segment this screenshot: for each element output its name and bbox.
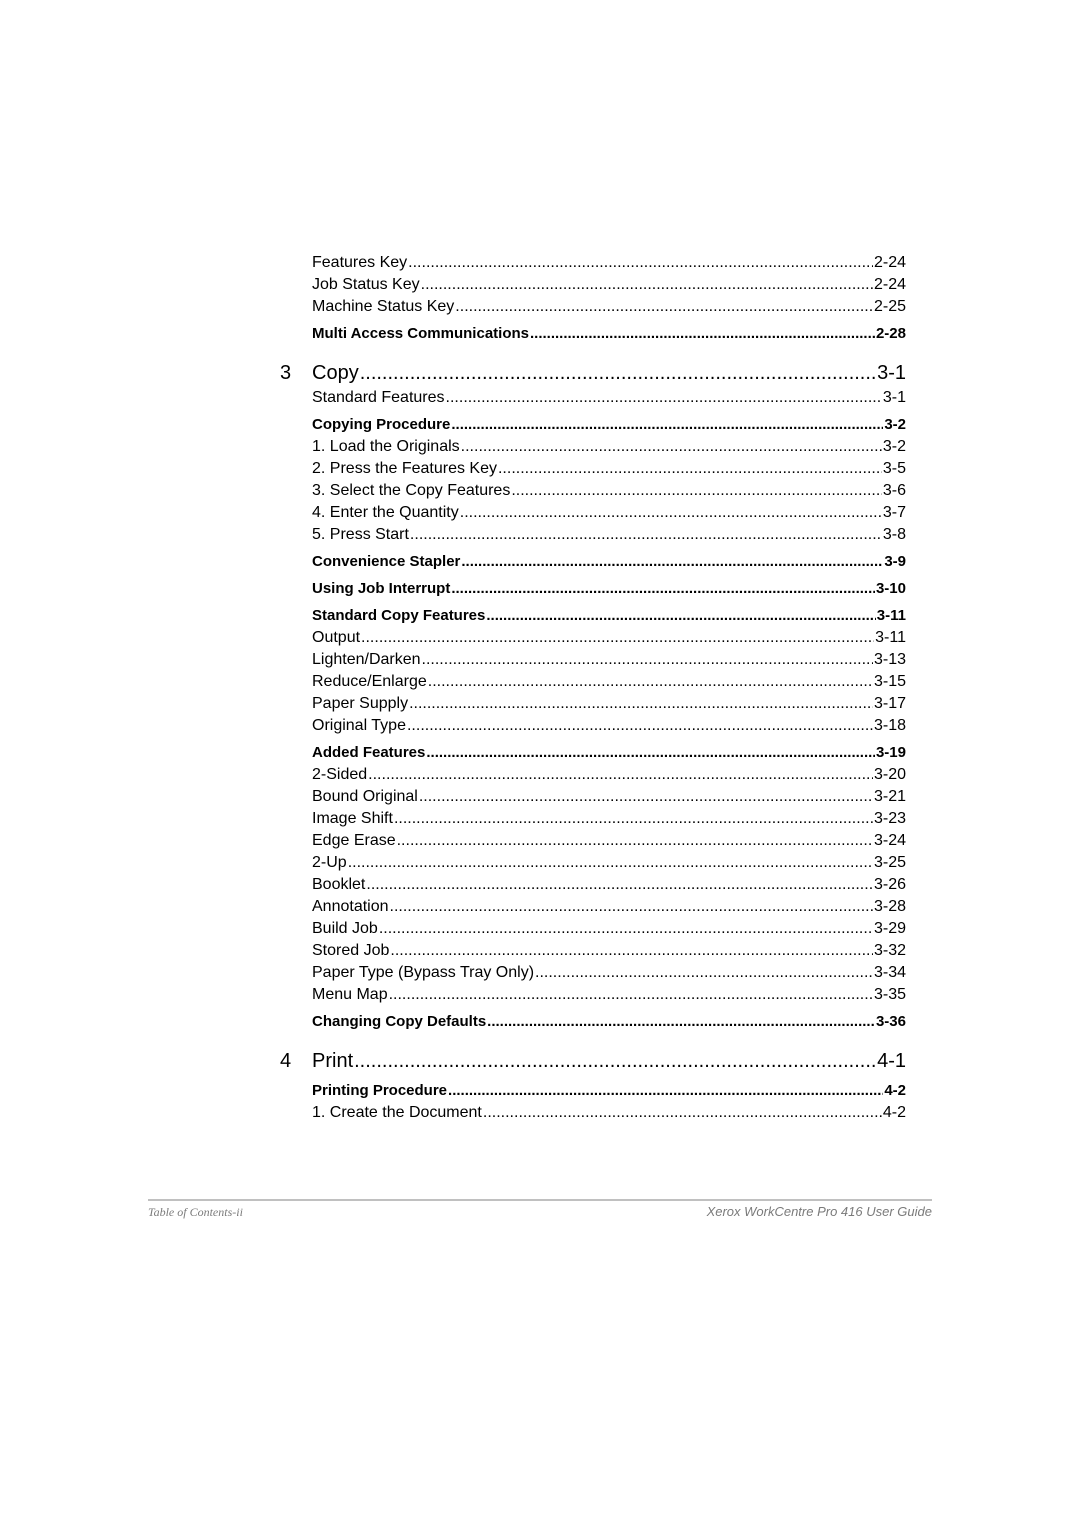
dot-leader — [426, 742, 875, 764]
toc-entry-title: Original Type — [312, 717, 406, 734]
toc-entry-page-number: 3-35 — [873, 986, 906, 1003]
toc-entry-page-number: 3-34 — [873, 964, 906, 981]
toc-entry-page-number: 3-32 — [873, 942, 906, 959]
toc-entry-title: Edge Erase — [312, 832, 396, 849]
dot-leader — [368, 764, 873, 786]
toc-entry-title: Copy — [312, 362, 359, 384]
toc-item-row[interactable] — [280, 1102, 906, 1124]
toc-item-row[interactable] — [280, 296, 906, 318]
dot-leader — [360, 359, 876, 387]
toc-section-row[interactable] — [280, 551, 906, 573]
toc-entry-title: Annotation — [312, 898, 389, 915]
toc-entry-page-number: 3-23 — [873, 810, 906, 827]
toc-entry-page-number: 3-13 — [873, 651, 906, 668]
toc-item-row[interactable] — [280, 436, 906, 458]
toc-item-row[interactable] — [280, 649, 906, 671]
toc-chapter-row[interactable] — [280, 359, 906, 387]
toc-entry-title: Convenience Stapler — [312, 553, 461, 570]
toc-entry-title: 2. Press the Features Key — [312, 460, 497, 477]
toc-entry-page-number: 3-7 — [882, 504, 906, 521]
toc-item-row[interactable] — [280, 896, 906, 918]
dot-leader — [422, 649, 873, 671]
toc-entry-page-number: 3-19 — [875, 744, 906, 761]
toc-entry-page-number: 3-11 — [875, 629, 906, 646]
toc-entry-page-number: 3-24 — [873, 832, 906, 849]
dot-leader — [460, 502, 882, 524]
toc-item-row[interactable] — [280, 458, 906, 480]
toc-item-row[interactable] — [280, 764, 906, 786]
toc-entry-title: Menu Map — [312, 986, 388, 1003]
toc-entry-page-number: 3-2 — [884, 416, 906, 433]
toc-section-row[interactable] — [280, 414, 906, 436]
dot-leader — [361, 627, 874, 649]
toc-item-row[interactable] — [280, 627, 906, 649]
dot-leader — [530, 323, 875, 345]
toc-entry-page-number: 4-2 — [884, 1082, 906, 1099]
toc-item-row[interactable] — [280, 940, 906, 962]
toc-item-row[interactable] — [280, 918, 906, 940]
toc-entry-page-number: 3-21 — [873, 788, 906, 805]
toc-item-row[interactable] — [280, 874, 906, 896]
dot-leader — [379, 918, 873, 940]
toc-entry-title: Job Status Key — [312, 276, 420, 293]
toc-chapter-row[interactable] — [280, 1047, 906, 1075]
toc-entry-page-number: 3-6 — [882, 482, 906, 499]
toc-item-row[interactable] — [280, 715, 906, 737]
dot-leader — [390, 940, 873, 962]
dot-leader — [451, 578, 875, 600]
dot-leader — [535, 962, 873, 984]
toc-entry-title: Printing Procedure — [312, 1082, 448, 1099]
toc-entry-title: Copying Procedure — [312, 416, 451, 433]
toc-item-row[interactable] — [280, 502, 906, 524]
toc-entry-title: 2-Sided — [312, 766, 368, 783]
toc-item-row[interactable] — [280, 387, 906, 409]
toc-entry-title: Lighten/Darken — [312, 651, 421, 668]
dot-leader — [419, 786, 873, 808]
toc-entry-title: Multi Access Communications — [312, 325, 529, 342]
toc-entry-page-number: 3-28 — [873, 898, 906, 915]
toc-entry-title: 4. Enter the Quantity — [312, 504, 459, 521]
dot-leader — [446, 387, 882, 409]
dot-leader — [498, 458, 882, 480]
dot-leader — [397, 830, 873, 852]
toc-section-row[interactable] — [280, 1080, 906, 1102]
dot-leader — [421, 274, 873, 296]
dot-leader — [487, 1011, 875, 1033]
dot-leader — [483, 1102, 882, 1124]
toc-item-row[interactable] — [280, 252, 906, 274]
toc-section-row[interactable] — [280, 742, 906, 764]
toc-entry-title: Standard Copy Features — [312, 607, 486, 624]
toc-item-row[interactable] — [280, 852, 906, 874]
toc-item-row[interactable] — [280, 671, 906, 693]
toc-entry-title: Standard Features — [312, 389, 445, 406]
toc-entry-title: 5. Press Start — [312, 526, 409, 543]
toc-section-row[interactable] — [280, 578, 906, 600]
toc-entry-page-number: 3-9 — [884, 553, 906, 570]
table-of-contents — [280, 252, 906, 1124]
toc-entry-title: 3. Select the Copy Features — [312, 482, 511, 499]
page-footer — [148, 1199, 932, 1220]
toc-item-row[interactable] — [280, 693, 906, 715]
dot-leader — [354, 1047, 876, 1075]
toc-entry-title: Bound Original — [312, 788, 418, 805]
dot-leader — [390, 896, 873, 918]
toc-item-row[interactable] — [280, 524, 906, 546]
chapter-number: 4 — [280, 1050, 292, 1072]
footer-section-label: Table of Contents-ii — [148, 1205, 243, 1219]
toc-entry-page-number: 3-29 — [873, 920, 906, 937]
footer-document-title: Xerox WorkCentre Pro 416 User Guide — [706, 1204, 932, 1219]
toc-entry-page-number: 3-17 — [873, 695, 906, 712]
toc-entry-page-number: 3-26 — [873, 876, 906, 893]
toc-entry-page-number: 3-25 — [873, 854, 906, 871]
toc-entry-title: Image Shift — [312, 810, 393, 827]
toc-entry-title: Added Features — [312, 744, 426, 761]
toc-entry-title: Print — [312, 1050, 354, 1072]
toc-entry-page-number: 3-2 — [882, 438, 906, 455]
dot-leader — [461, 551, 883, 573]
toc-entry-title: Output — [312, 629, 361, 646]
toc-entry-title: Reduce/Enlarge — [312, 673, 427, 690]
toc-item-row[interactable] — [280, 984, 906, 1006]
toc-item-row[interactable] — [280, 274, 906, 296]
toc-entry-title: Features Key — [312, 254, 408, 271]
toc-item-row[interactable] — [280, 962, 906, 984]
toc-entry-page-number: 3-10 — [875, 580, 906, 597]
toc-item-row[interactable] — [280, 808, 906, 830]
toc-entry-page-number: 4-2 — [882, 1104, 906, 1121]
toc-entry-page-number: 3-11 — [876, 607, 906, 624]
toc-entry-page-number: 3-15 — [873, 673, 906, 690]
toc-entry-page-number: 2-24 — [873, 276, 906, 293]
toc-entry-title: Changing Copy Defaults — [312, 1013, 487, 1030]
dot-leader — [366, 874, 873, 896]
toc-item-row[interactable] — [280, 480, 906, 502]
toc-entry-title: Using Job Interrupt — [312, 580, 451, 597]
dot-leader — [451, 414, 883, 436]
toc-entry-page-number: 2-25 — [873, 298, 906, 315]
toc-entry-title: 2-Up — [312, 854, 347, 871]
toc-entry-page-number: 3-1 — [877, 362, 906, 384]
toc-entry-title: Paper Supply — [312, 695, 409, 712]
dot-leader — [428, 671, 873, 693]
dot-leader — [410, 524, 882, 546]
dot-leader — [448, 1080, 883, 1102]
toc-entry-page-number: 3-5 — [882, 460, 906, 477]
dot-leader — [407, 715, 873, 737]
toc-item-row[interactable] — [280, 830, 906, 852]
toc-entry-page-number: 3-18 — [873, 717, 906, 734]
toc-entry-page-number: 2-24 — [873, 254, 906, 271]
toc-entry-page-number: 4-1 — [877, 1050, 906, 1072]
chapter-number: 3 — [280, 362, 292, 384]
toc-entry-title: Machine Status Key — [312, 298, 455, 315]
toc-entry-page-number: 3-8 — [882, 526, 906, 543]
dot-leader — [455, 296, 873, 318]
dot-leader — [394, 808, 873, 830]
dot-leader — [409, 693, 873, 715]
toc-entry-title: 1. Create the Document — [312, 1104, 482, 1121]
toc-entry-title: Paper Type (Bypass Tray Only) — [312, 964, 535, 981]
dot-leader — [389, 984, 873, 1006]
dot-leader — [511, 480, 882, 502]
toc-entry-title: Build Job — [312, 920, 378, 937]
toc-entry-page-number: 3-36 — [875, 1013, 906, 1030]
toc-entry-title: Booklet — [312, 876, 366, 893]
toc-entry-title: 1. Load the Originals — [312, 438, 460, 455]
toc-entry-page-number: 3-20 — [873, 766, 906, 783]
toc-entry-page-number: 3-1 — [882, 389, 906, 406]
toc-section-row[interactable] — [280, 605, 906, 627]
toc-entry-title: Stored Job — [312, 942, 390, 959]
toc-section-row[interactable] — [280, 1011, 906, 1033]
dot-leader — [486, 605, 875, 627]
toc-section-row[interactable] — [280, 323, 906, 345]
toc-entry-page-number: 2-28 — [875, 325, 906, 342]
toc-item-row[interactable] — [280, 786, 906, 808]
dot-leader — [348, 852, 873, 874]
dot-leader — [461, 436, 882, 458]
dot-leader — [408, 252, 873, 274]
